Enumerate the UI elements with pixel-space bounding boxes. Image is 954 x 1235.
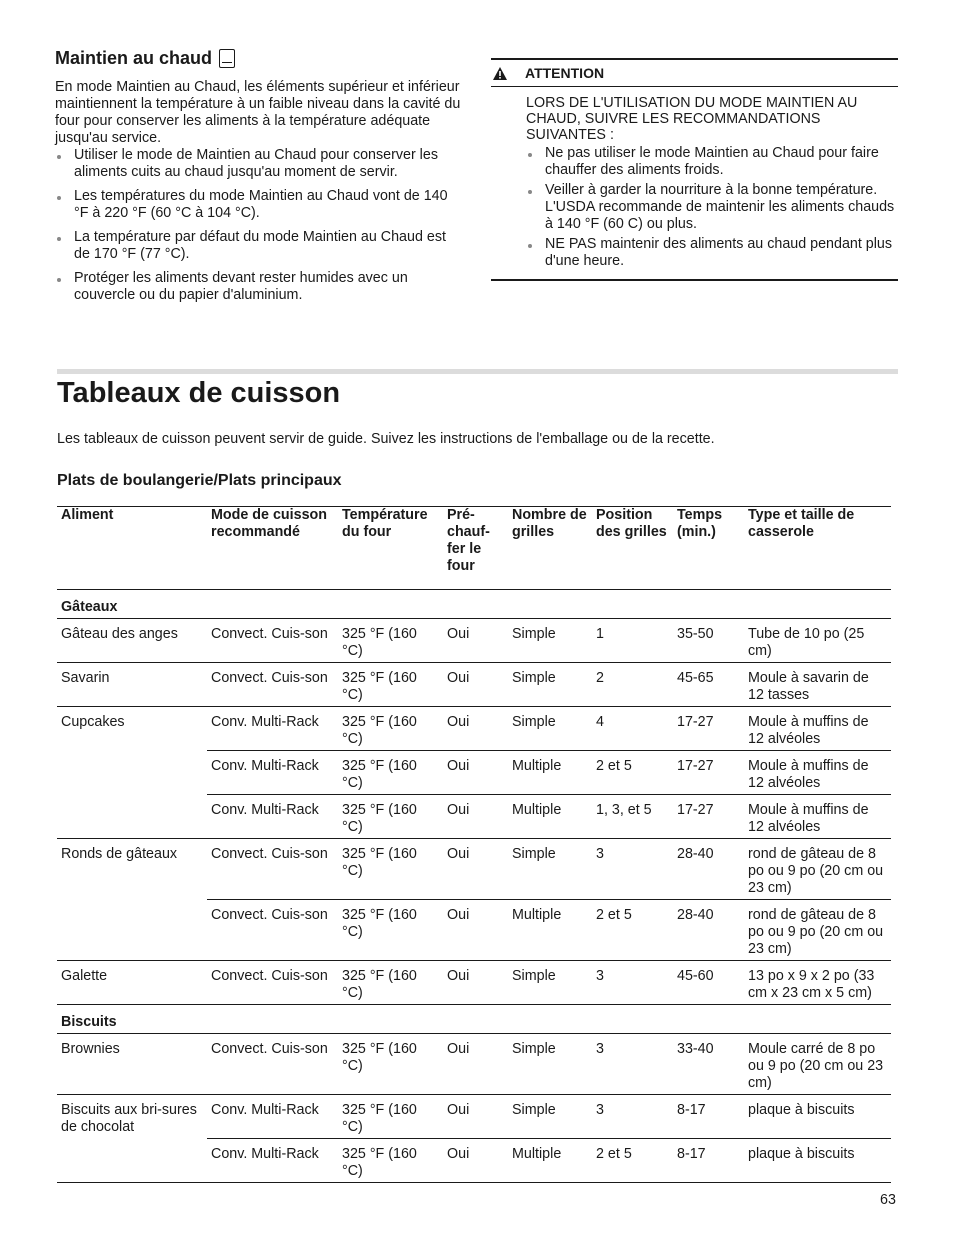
table-cell: rond de gâteau de 8 po ou 9 po (20 cm ou 23 cm)	[744, 839, 891, 900]
table-cell: Oui	[443, 1139, 508, 1183]
keep-warm-title: Maintien au chaud	[55, 48, 213, 68]
table-cell: 28-40	[673, 839, 744, 900]
list-item: Les températures du mode Maintien au Chaud vont de 140 °F à 220 °F (60 °C à 104 °C).	[55, 188, 465, 222]
table-cell: Oui	[443, 619, 508, 663]
table-cell: Cupcakes	[61, 714, 125, 730]
table-cell: Tube de 10 po (25 cm)	[744, 619, 891, 663]
table-row	[57, 1139, 891, 1183]
keep-warm-heading	[55, 48, 465, 69]
table-cell: 45-65	[673, 663, 744, 707]
cooking-table	[57, 506, 891, 1183]
table-cell: 2 et 5	[592, 751, 673, 795]
table-row	[57, 1095, 891, 1139]
table-cell	[57, 795, 207, 839]
table-cell: 2	[592, 663, 673, 707]
attention-header	[491, 60, 898, 87]
table-cell: 325 °F (160 °C)	[338, 751, 443, 795]
table-cell: Moule à muffins de 12 alvéoles	[744, 795, 891, 839]
table-cell: Conv. Multi-Rack	[207, 795, 338, 839]
attention-lead: LORS DE L'UTILISATION DU MODE MAINTIEN AU CHAUD, SUIVRE LES RECOMMANDATIONS SUIVANTES :	[526, 95, 858, 143]
table-cell: Moule à savarin de 12 tasses	[744, 663, 891, 707]
table-row	[57, 1034, 891, 1095]
table-cell: 28-40	[673, 900, 744, 961]
table-cell: Galette	[57, 961, 207, 1005]
table-cell: Oui	[443, 751, 508, 795]
table-cell: 13 po x 9 x 2 po (33 cm x 23 cm x 5 cm)	[744, 961, 891, 1005]
column-header: Temps (min.)	[673, 507, 744, 590]
table-cell: Moule à muffins de 12 alvéoles	[744, 751, 891, 795]
table-cell: Convect. Cuis-son	[207, 839, 338, 900]
list-item: Veiller à garder la nourriture à la bonne température. L'USDA recommande de maintenir les aliments chauds à 140 °F (60 C) ou plus.	[526, 182, 898, 233]
list-item: NE PAS maintenir des aliments au chaud pendant plus d'une heure.	[526, 236, 898, 270]
table-cell: Biscuits aux bri-sures de chocolat	[61, 1102, 197, 1135]
table-cell: Multiple	[508, 1139, 592, 1183]
table-cell: Conv. Multi-Rack	[207, 1139, 338, 1183]
table-row	[57, 751, 891, 795]
table-cell: 35-50	[673, 619, 744, 663]
table-cell: 1	[592, 619, 673, 663]
keep-warm-icon	[219, 49, 235, 68]
table-cell: Gâteau des anges	[57, 619, 207, 663]
section-divider	[57, 369, 898, 374]
page-title: Tableaux de cuisson	[57, 377, 341, 409]
table-cell: 325 °F (160 °C)	[338, 1034, 443, 1095]
column-header: Position des grilles	[592, 507, 673, 590]
table-cell: 325 °F (160 °C)	[338, 663, 443, 707]
table-cell: Conv. Multi-Rack	[207, 1095, 338, 1139]
table-cell: Oui	[443, 795, 508, 839]
page-number: 63	[880, 1192, 896, 1208]
table-cell: Multiple	[508, 795, 592, 839]
category-label: Biscuits	[57, 1005, 891, 1034]
attention-box	[491, 58, 898, 281]
table-cell: 8-17	[673, 1095, 744, 1139]
column-header: Pré-chauf-fer le four	[443, 507, 508, 590]
table-cell: Convect. Cuis-son	[207, 663, 338, 707]
category-label: Gâteaux	[57, 590, 891, 619]
table-cell: Oui	[443, 707, 508, 751]
table-cell: 325 °F (160 °C)	[338, 839, 443, 900]
table-cell: 8-17	[673, 1139, 744, 1183]
list-item: Utiliser le mode de Maintien au Chaud pour conserver les aliments cuits au chaud jusqu'au moment de servir.	[55, 147, 465, 181]
table-cell: Ronds de gâteaux	[61, 846, 178, 862]
table-cell: 33-40	[673, 1034, 744, 1095]
table-category-row	[57, 590, 891, 619]
table-cell: 325 °F (160 °C)	[338, 619, 443, 663]
table-cell: 3	[592, 961, 673, 1005]
table-cell: Conv. Multi-Rack	[207, 751, 338, 795]
table-category-row	[57, 1005, 891, 1034]
table-cell: 3	[592, 1095, 673, 1139]
column-header: Nombre de grilles	[508, 507, 592, 590]
keep-warm-bullet-list	[55, 147, 465, 304]
table-cell: plaque à biscuits	[744, 1139, 891, 1183]
keep-warm-section	[55, 48, 465, 311]
table-cell: 45-60	[673, 961, 744, 1005]
attention-bullet-list	[526, 145, 898, 270]
table-cell: 17-27	[673, 707, 744, 751]
table-cell: 325 °F (160 °C)	[338, 1095, 443, 1139]
charts-intro: Les tableaux de cuisson peuvent servir de guide. Suivez les instructions de l'emballage ou de la recette.	[57, 431, 715, 447]
table-cell: 4	[592, 707, 673, 751]
table-row	[57, 663, 891, 707]
table-cell: 17-27	[673, 795, 744, 839]
table-row	[57, 707, 891, 751]
list-item: La température par défaut du mode Maintien au Chaud est de 170 °F (77 °C).	[55, 229, 465, 263]
table-cell: 325 °F (160 °C)	[338, 707, 443, 751]
column-header: Aliment	[57, 507, 207, 590]
table-cell: Oui	[443, 961, 508, 1005]
table-cell: Multiple	[508, 751, 592, 795]
table-cell: Oui	[443, 663, 508, 707]
table-cell: Simple	[508, 839, 592, 900]
table-cell: 325 °F (160 °C)	[338, 795, 443, 839]
table-row	[57, 839, 891, 900]
table-cell: 3	[592, 839, 673, 900]
table-cell: plaque à biscuits	[744, 1095, 891, 1139]
table-row	[57, 619, 891, 663]
table-cell: 325 °F (160 °C)	[338, 1139, 443, 1183]
table-cell: Simple	[508, 619, 592, 663]
table-body	[57, 590, 891, 1183]
table-cell: 1, 3, et 5	[592, 795, 673, 839]
column-header: Type et taille de casserole	[744, 507, 891, 590]
table-cell: 2 et 5	[592, 900, 673, 961]
column-header: Mode de cuisson recommandé	[207, 507, 338, 590]
table-cell: Oui	[443, 1095, 508, 1139]
table-cell: 325 °F (160 °C)	[338, 900, 443, 961]
table-row	[57, 900, 891, 961]
table-cell: Convect. Cuis-son	[207, 900, 338, 961]
warning-triangle-icon	[493, 67, 507, 80]
table-cell: Oui	[443, 1034, 508, 1095]
table-cell: rond de gâteau de 8 po ou 9 po (20 cm ou 23 cm)	[744, 900, 891, 961]
table-cell: 325 °F (160 °C)	[338, 961, 443, 1005]
table-cell: 17-27	[673, 751, 744, 795]
table-cell: Brownies	[57, 1034, 207, 1095]
table-cell: Multiple	[508, 900, 592, 961]
table-cell: Simple	[508, 707, 592, 751]
table-cell: Moule carré de 8 po ou 9 po (20 cm ou 23 cm)	[744, 1034, 891, 1095]
table-header-row	[57, 507, 891, 590]
table-cell: Convect. Cuis-son	[207, 961, 338, 1005]
keep-warm-intro: En mode Maintien au Chaud, les éléments supérieur et inférieur maintiennent la température à un faible niveau dans la cavité du four pour conserver les aliments à la température adéquate jusqu'au service.	[55, 79, 461, 146]
table-cell	[57, 751, 207, 795]
table-cell: Simple	[508, 663, 592, 707]
list-item: Ne pas utiliser le mode Maintien au Chaud pour faire chauffer des aliments froids.	[526, 145, 898, 179]
table-cell: Conv. Multi-Rack	[207, 707, 338, 751]
table-cell: 3	[592, 1034, 673, 1095]
table-title: Plats de boulangerie/Plats principaux	[57, 472, 342, 489]
table-cell: Moule à muffins de 12 alvéoles	[744, 707, 891, 751]
table-cell: Oui	[443, 900, 508, 961]
table-cell: 2 et 5	[592, 1139, 673, 1183]
table-cell: Simple	[508, 961, 592, 1005]
list-item: Protéger les aliments devant rester humides avec un couvercle ou du papier d'aluminium.	[55, 270, 465, 304]
attention-label: ATTENTION	[525, 65, 605, 81]
table-cell: Oui	[443, 839, 508, 900]
table-cell: Simple	[508, 1095, 592, 1139]
table-cell: Convect. Cuis-son	[207, 619, 338, 663]
table-cell	[57, 1139, 207, 1183]
table-cell: Savarin	[57, 663, 207, 707]
column-header: Température du four	[338, 507, 443, 590]
table-cell: Convect. Cuis-son	[207, 1034, 338, 1095]
table-row	[57, 795, 891, 839]
table-cell	[57, 900, 207, 961]
table-cell: Simple	[508, 1034, 592, 1095]
table-row	[57, 961, 891, 1005]
